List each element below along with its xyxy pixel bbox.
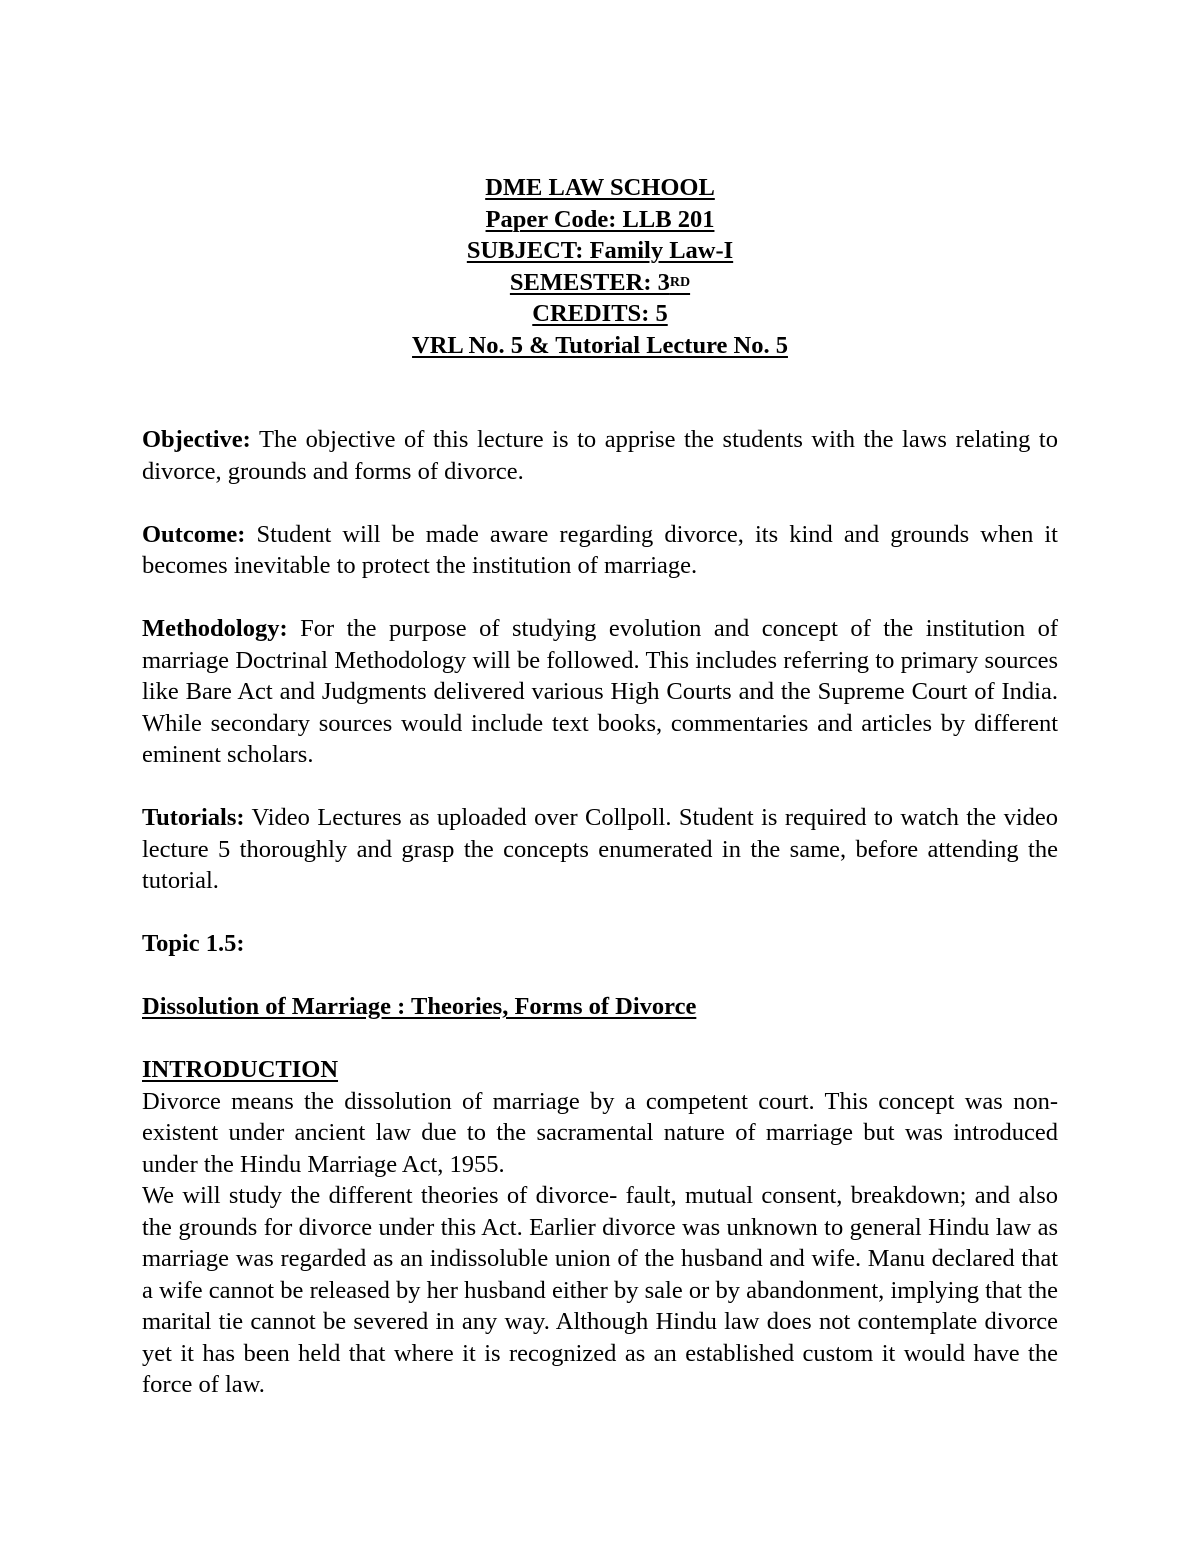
topic-title: Dissolution of Marriage : Theories, Forms of Divorce (142, 993, 697, 1020)
methodology-text: For the purpose of studying evolution and concept of the institution of marriage Doctrinal Methodology will be followed. This includes referring to primary sources like Bare Act and Judgments delivered various High Courts and the Supreme Court of India. While secondary sources would include text books, commentaries and articles by different eminent scholars. (142, 615, 1058, 768)
tutorials-label: Tutorials: (142, 804, 245, 831)
subject: SUBJECT: Family Law-I (466, 237, 734, 264)
outcome-text: Student will be made aware regarding divorce, its kind and grounds when it becomes inevitable to protect the institution of marriage. (142, 520, 1058, 579)
objective-label: Objective: (142, 426, 251, 453)
tutorials-text: Video Lectures as uploaded over Collpoll. Student is required to watch the video lecture 5 thoroughly and grasp the concepts enumerated in the same, before attending the tutorial. (142, 804, 1058, 894)
objective-text: The objective of this lecture is to apprise the students with the laws relating to divorce, grounds and forms of divorce. (142, 426, 1058, 485)
lecture-number: VRL No. 5 & Tutorial Lecture No. 5 (412, 331, 788, 359)
document-page (142, 172, 1058, 1401)
paper-code: Paper Code: LLB 201 (485, 205, 715, 233)
school-name: DME LAW SCHOOL (485, 174, 715, 201)
objective-paragraph (142, 424, 1058, 487)
methodology-label: Methodology: (142, 615, 288, 642)
credits: CREDITS: 5 (532, 300, 668, 327)
topic-label: Topic 1.5: (142, 930, 245, 957)
outcome-label: Outcome: (142, 520, 246, 548)
introduction-paragraph-2: We will study the different theories of divorce- fault, mutual consent, breakdown; and also the grounds for divorce under this Act. Earlier divorce was unknown to general Hindu law as marriage was regarded as an indissoluble union of the husband and wife. Manu declared that a wife cannot be released by her husband either by sale or by abandonment, implying that the marital tie cannot be severed in any way. Although Hindu law does not contemplate divorce yet it has been held that where it is recognized as an established custom it would have the force of law. (142, 1182, 1058, 1398)
semester-text: SEMESTER: 3 (509, 268, 670, 296)
tutorials-paragraph (142, 802, 1058, 897)
semester-superscript: RD (669, 274, 691, 290)
document-header (142, 172, 1058, 361)
semester (142, 267, 1058, 299)
introduction-heading: INTRODUCTION (142, 1056, 339, 1083)
outcome-paragraph (142, 519, 1058, 582)
methodology-paragraph (142, 613, 1058, 771)
introduction-paragraph-1: Divorce means the dissolution of marriage by a competent court. This concept was non-existent under ancient law due to the sacramental nature of marriage but was introduced under the Hindu Marriage Act, 1955. (142, 1087, 1058, 1178)
